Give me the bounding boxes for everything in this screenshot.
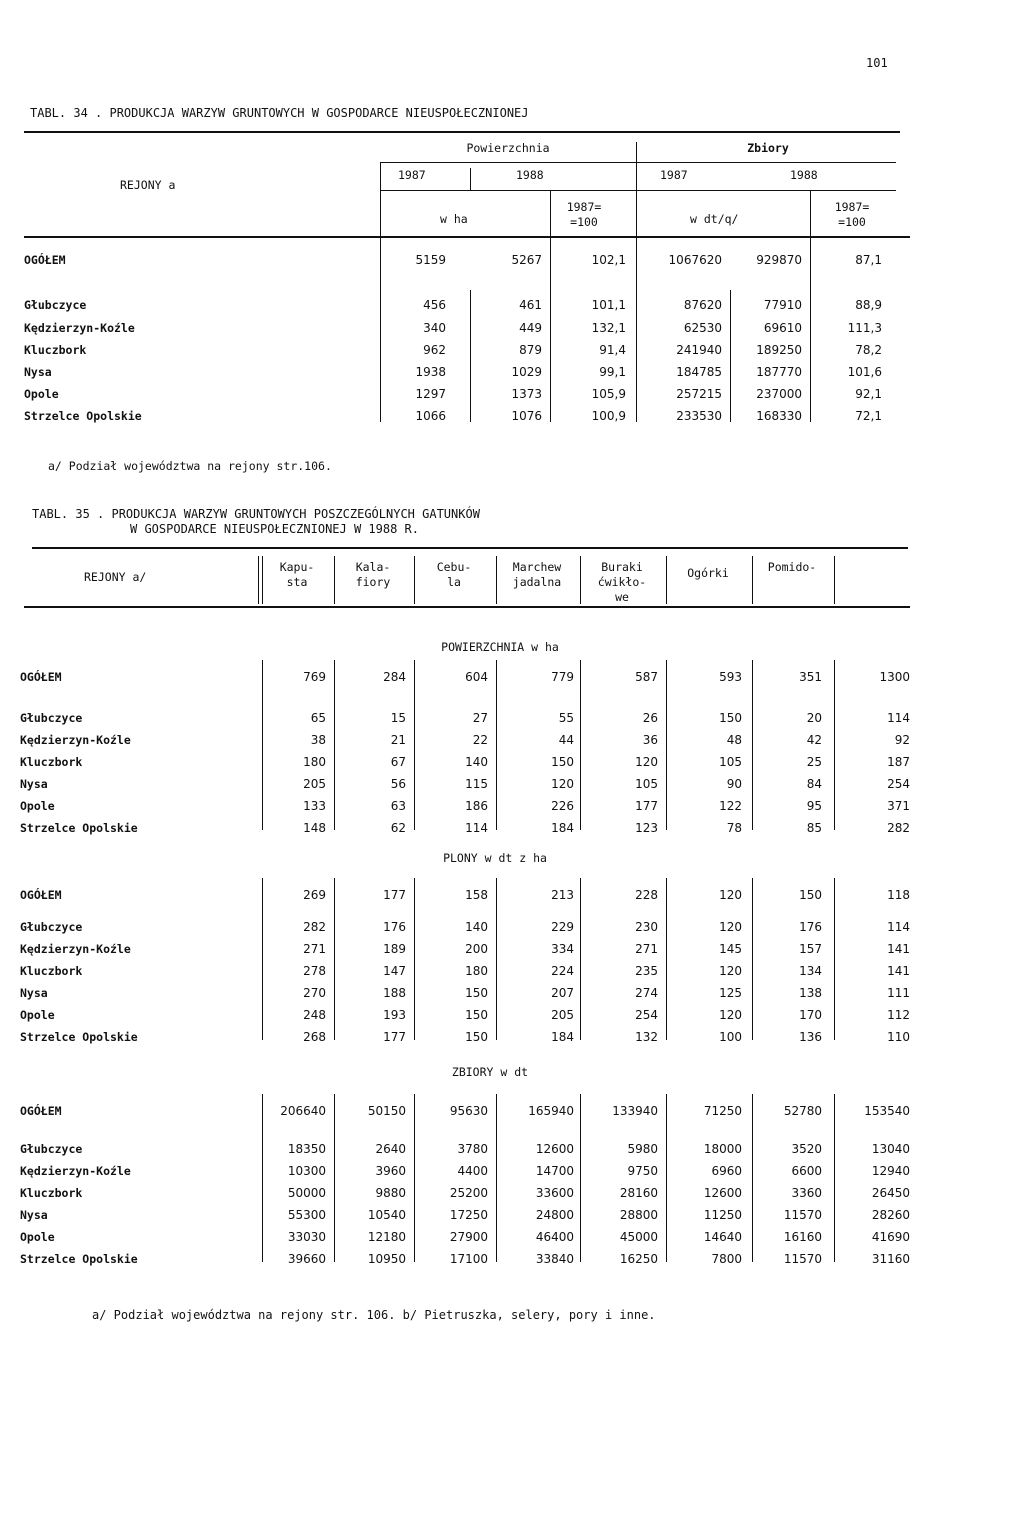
t34-cell: 1066 — [415, 409, 446, 423]
t34-header-powierzchnia: Powierzchnia — [466, 141, 550, 155]
t35-cell: 278 — [303, 964, 326, 978]
t35-section-zbiory: ZBIORY w dt — [451, 1065, 529, 1079]
t35-cell: 90 — [726, 777, 742, 791]
t34-cell: 101,1 — [591, 298, 626, 312]
t35-cell: 254 — [635, 1008, 658, 1022]
t35-row-label: Kędzierzyn-Koźle — [20, 942, 131, 956]
t35-cell: 200 — [465, 942, 488, 956]
t35-cell: 165940 — [528, 1104, 574, 1118]
t35-cell: 100 — [719, 1030, 742, 1044]
t35-cell: 105 — [635, 777, 658, 791]
t35-cell: 10950 — [367, 1252, 406, 1266]
t35-row-label: Strzelce Opolskie — [20, 821, 138, 835]
t35-cell: 11570 — [783, 1252, 822, 1266]
t35-cell: 133 — [303, 799, 326, 813]
t35-cell: 55300 — [287, 1208, 326, 1222]
t35-cell: 140 — [465, 920, 488, 934]
t35-row-label: Nysa — [20, 777, 48, 791]
t35-cell: 235 — [635, 964, 658, 978]
t34-row-label: Nysa — [24, 365, 52, 379]
t35-cell: 205 — [303, 777, 326, 791]
t35-cell: 120 — [551, 777, 574, 791]
t35-cell: 282 — [303, 920, 326, 934]
t35-cell: 271 — [303, 942, 326, 956]
t35-cell: 28800 — [619, 1208, 658, 1222]
t35-cell: 114 — [887, 711, 910, 725]
t35-cell: 65 — [310, 711, 326, 725]
t35-cell: 78 — [726, 821, 742, 835]
t34-cell: 5159 — [415, 253, 446, 267]
t35-cell: 27900 — [449, 1230, 488, 1244]
t35-row-label: Głubczyce — [20, 920, 83, 934]
t35-cell: 33600 — [535, 1186, 574, 1200]
t35-column-header: Marchew jadalna — [512, 560, 562, 589]
t35-cell: 10300 — [287, 1164, 326, 1178]
t35-cell: 26 — [642, 711, 658, 725]
t35-cell: 248 — [303, 1008, 326, 1022]
t35-cell: 44 — [558, 733, 574, 747]
t35-cell: 36 — [642, 733, 658, 747]
t34-cell: 879 — [519, 343, 542, 357]
t34-row-label: Głubczyce — [24, 298, 87, 312]
t35-cell: 226 — [551, 799, 574, 813]
t34-cell: 1076 — [511, 409, 542, 423]
t35-cell: 118 — [887, 888, 910, 902]
t35-row-label: Głubczyce — [20, 711, 83, 725]
t35-cell: 177 — [635, 799, 658, 813]
t35-cell: 136 — [799, 1030, 822, 1044]
t35-cell: 111 — [887, 986, 910, 1000]
t35-cell: 269 — [303, 888, 326, 902]
t35-cell: 55 — [558, 711, 574, 725]
t34-row-label: Opole — [24, 387, 59, 401]
t34-cell: 111,3 — [847, 321, 882, 335]
t35-cell: 180 — [465, 964, 488, 978]
t35-cell: 22 — [472, 733, 488, 747]
t35-cell: 230 — [635, 920, 658, 934]
t34-cell: 257215 — [676, 387, 722, 401]
t35-row-label: Opole — [20, 1230, 55, 1244]
t34-cell: 340 — [423, 321, 446, 335]
t35-cell: 150 — [465, 1008, 488, 1022]
t35-row-label: Strzelce Opolskie — [20, 1030, 138, 1044]
t35-cell: 33030 — [287, 1230, 326, 1244]
t35-column-header: Buraki ćwikło- we — [597, 560, 647, 604]
t34-cell: 92,1 — [855, 387, 882, 401]
t35-cell: 1300 — [879, 670, 910, 684]
t35-cell: 141 — [887, 964, 910, 978]
t35-cell: 52780 — [783, 1104, 822, 1118]
t35-cell: 187 — [887, 755, 910, 769]
t35-cell: 12600 — [703, 1186, 742, 1200]
t35-cell: 3960 — [375, 1164, 406, 1178]
t34-cell: 929870 — [756, 253, 802, 267]
t35-cell: 120 — [635, 755, 658, 769]
t35-row-label: OGÓŁEM — [20, 670, 62, 684]
t34-cell: 1938 — [415, 365, 446, 379]
t35-cell: 140 — [465, 755, 488, 769]
t35-cell: 228 — [635, 888, 658, 902]
t35-cell: 25200 — [449, 1186, 488, 1200]
t35-cell: 3780 — [457, 1142, 488, 1156]
t35-cell: 177 — [383, 888, 406, 902]
t34-header-index-1: 1987= =100 — [566, 200, 602, 229]
t35-cell: 105 — [719, 755, 742, 769]
t35-cell: 18000 — [703, 1142, 742, 1156]
t35-cell: 46400 — [535, 1230, 574, 1244]
t34-cell: 69610 — [763, 321, 802, 335]
t35-cell: 593 — [719, 670, 742, 684]
t35-cell: 67 — [390, 755, 406, 769]
t34-row-label: OGÓŁEM — [24, 253, 66, 267]
t35-cell: 170 — [799, 1008, 822, 1022]
t34-cell: 1067620 — [668, 253, 722, 267]
t34-cell: 237000 — [756, 387, 802, 401]
t34-cell: 101,6 — [847, 365, 882, 379]
t34-cell: 91,4 — [599, 343, 626, 357]
t35-cell: 779 — [551, 670, 574, 684]
t34-cell: 99,1 — [599, 365, 626, 379]
t35-cell: 28260 — [871, 1208, 910, 1222]
t35-footnote: a/ Podział województwa na rejony str. 106. b/ Pietruszka, selery, pory i inne. — [92, 1308, 656, 1322]
t35-cell: 134 — [799, 964, 822, 978]
t35-cell: 18350 — [287, 1142, 326, 1156]
t35-cell: 3520 — [791, 1142, 822, 1156]
t34-cell: 184785 — [676, 365, 722, 379]
t35-cell: 84 — [806, 777, 822, 791]
t35-cell: 188 — [383, 986, 406, 1000]
t35-cell: 184 — [551, 821, 574, 835]
t35-cell: 254 — [887, 777, 910, 791]
t35-row-label: Kędzierzyn-Koźle — [20, 733, 131, 747]
t35-cell: 587 — [635, 670, 658, 684]
t35-cell: 604 — [465, 670, 488, 684]
t35-cell: 20 — [806, 711, 822, 725]
t35-cell: 9880 — [375, 1186, 406, 1200]
t35-cell: 274 — [635, 986, 658, 1000]
t34-cell: 100,9 — [591, 409, 626, 423]
t35-cell: 3360 — [791, 1186, 822, 1200]
t35-column-header: Cebu- la — [436, 560, 472, 589]
t35-cell: 21 — [390, 733, 406, 747]
t35-cell: 11570 — [783, 1208, 822, 1222]
table-34-title: TABL. 34 . PRODUKCJA WARZYW GRUNTOWYCH W GOSPODARCE NIEUSPOŁECZNIONEJ — [30, 106, 529, 120]
t35-header-rejony: REJONY a/ — [84, 570, 147, 584]
t34-cell: 449 — [519, 321, 542, 335]
t34-header-1988-zb: 1988 — [790, 168, 818, 182]
t35-cell: 189 — [383, 942, 406, 956]
t34-header-rejony: REJONY a — [120, 178, 176, 192]
t35-row-label: Kluczbork — [20, 755, 83, 769]
t35-cell: 6960 — [711, 1164, 742, 1178]
t35-cell: 13040 — [871, 1142, 910, 1156]
t35-cell: 38 — [310, 733, 326, 747]
t35-row-label: Strzelce Opolskie — [20, 1252, 138, 1266]
t34-cell: 77910 — [763, 298, 802, 312]
t34-cell: 962 — [423, 343, 446, 357]
t35-cell: 63 — [390, 799, 406, 813]
t35-cell: 17100 — [449, 1252, 488, 1266]
t35-cell: 16250 — [619, 1252, 658, 1266]
t35-cell: 120 — [719, 964, 742, 978]
t34-row-label: Strzelce Opolskie — [24, 409, 142, 423]
t35-cell: 150 — [465, 1030, 488, 1044]
t35-cell: 148 — [303, 821, 326, 835]
t34-cell: 87,1 — [855, 253, 882, 267]
t35-row-label: OGÓŁEM — [20, 888, 62, 902]
page-number: 101 — [866, 56, 888, 70]
t35-row-label: Nysa — [20, 1208, 48, 1222]
t35-cell: 145 — [719, 942, 742, 956]
t35-cell: 17250 — [449, 1208, 488, 1222]
t35-row-label: OGÓŁEM — [20, 1104, 62, 1118]
t35-cell: 147 — [383, 964, 406, 978]
t35-cell: 114 — [465, 821, 488, 835]
t35-cell: 125 — [719, 986, 742, 1000]
t35-cell: 95 — [806, 799, 822, 813]
t35-cell: 271 — [635, 942, 658, 956]
t34-row-label: Kluczbork — [24, 343, 87, 357]
t35-cell: 6600 — [791, 1164, 822, 1178]
t34-cell: 168330 — [756, 409, 802, 423]
t35-cell: 157 — [799, 942, 822, 956]
t35-cell: 50150 — [367, 1104, 406, 1118]
t35-cell: 176 — [799, 920, 822, 934]
t34-cell: 233530 — [676, 409, 722, 423]
t35-cell: 153540 — [864, 1104, 910, 1118]
t35-section-plony: PLONY w dt z ha — [443, 851, 547, 865]
t35-cell: 27 — [472, 711, 488, 725]
t34-cell: 72,1 — [855, 409, 882, 423]
t34-cell: 456 — [423, 298, 446, 312]
t34-header-1988-pow: 1988 — [516, 168, 544, 182]
t35-cell: 282 — [887, 821, 910, 835]
t35-cell: 115 — [465, 777, 488, 791]
t34-cell: 187770 — [756, 365, 802, 379]
t35-cell: 14640 — [703, 1230, 742, 1244]
t35-cell: 50000 — [287, 1186, 326, 1200]
t34-cell: 105,9 — [591, 387, 626, 401]
t35-cell: 186 — [465, 799, 488, 813]
t35-cell: 45000 — [619, 1230, 658, 1244]
t35-cell: 150 — [551, 755, 574, 769]
t35-cell: 132 — [635, 1030, 658, 1044]
t34-cell: 189250 — [756, 343, 802, 357]
table-35-title-line2: W GOSPODARCE NIEUSPOŁECZNIONEJ W 1988 R. — [130, 522, 419, 536]
t35-cell: 114 — [887, 920, 910, 934]
t35-cell: 206640 — [280, 1104, 326, 1118]
t35-column-header: Pomido- — [767, 560, 817, 574]
t35-cell: 120 — [719, 920, 742, 934]
t34-header-1987-pow: 1987 — [398, 168, 426, 182]
t35-cell: 26450 — [871, 1186, 910, 1200]
t35-cell: 150 — [465, 986, 488, 1000]
t35-cell: 138 — [799, 986, 822, 1000]
t35-cell: 15 — [390, 711, 406, 725]
t35-cell: 110 — [887, 1030, 910, 1044]
t35-row-label: Opole — [20, 799, 55, 813]
t35-cell: 9750 — [627, 1164, 658, 1178]
t35-cell: 12180 — [367, 1230, 406, 1244]
t35-cell: 334 — [551, 942, 574, 956]
t35-row-label: Kluczbork — [20, 1186, 83, 1200]
t34-cell: 1373 — [511, 387, 542, 401]
t35-cell: 48 — [726, 733, 742, 747]
t35-column-header: Kala- fiory — [355, 560, 391, 589]
t35-cell: 150 — [799, 888, 822, 902]
t35-cell: 14700 — [535, 1164, 574, 1178]
t35-cell: 11250 — [703, 1208, 742, 1222]
t35-cell: 205 — [551, 1008, 574, 1022]
t35-cell: 184 — [551, 1030, 574, 1044]
t35-cell: 42 — [806, 733, 822, 747]
t35-cell: 4400 — [457, 1164, 488, 1178]
t35-cell: 120 — [719, 888, 742, 902]
t34-cell: 102,1 — [591, 253, 626, 267]
t35-cell: 12600 — [535, 1142, 574, 1156]
t35-cell: 16160 — [783, 1230, 822, 1244]
t35-cell: 28160 — [619, 1186, 658, 1200]
t35-cell: 56 — [390, 777, 406, 791]
t35-cell: 31160 — [871, 1252, 910, 1266]
t35-cell: 33840 — [535, 1252, 574, 1266]
t34-cell: 132,1 — [591, 321, 626, 335]
t35-cell: 123 — [635, 821, 658, 835]
t35-cell: 122 — [719, 799, 742, 813]
t35-cell: 769 — [303, 670, 326, 684]
t35-cell: 224 — [551, 964, 574, 978]
t35-cell: 85 — [806, 821, 822, 835]
t34-cell: 78,2 — [855, 343, 882, 357]
t35-cell: 284 — [383, 670, 406, 684]
t35-row-label: Głubczyce — [20, 1142, 83, 1156]
t34-header-w-ha: w ha — [440, 212, 468, 226]
t34-cell: 5267 — [511, 253, 542, 267]
t35-section-powierzchnia: POWIERZCHNIA w ha — [441, 640, 559, 654]
t35-cell: 10540 — [367, 1208, 406, 1222]
t35-cell: 207 — [551, 986, 574, 1000]
table-35-title-line1: TABL. 35 . PRODUKCJA WARZYW GRUNTOWYCH POSZCZEGÓLNYCH GATUNKÓW — [32, 507, 480, 521]
t35-cell: 95630 — [449, 1104, 488, 1118]
t35-cell: 177 — [383, 1030, 406, 1044]
t35-cell: 268 — [303, 1030, 326, 1044]
t34-cell: 1297 — [415, 387, 446, 401]
t34-row-label: Kędzierzyn-Koźle — [24, 321, 135, 335]
t35-cell: 24800 — [535, 1208, 574, 1222]
t35-cell: 141 — [887, 942, 910, 956]
t35-cell: 371 — [887, 799, 910, 813]
t34-cell: 461 — [519, 298, 542, 312]
t35-cell: 12940 — [871, 1164, 910, 1178]
t35-cell: 120 — [719, 1008, 742, 1022]
t35-column-header: Kapu- sta — [279, 560, 315, 589]
t34-header-w-dt: w dt/q/ — [690, 212, 739, 226]
t34-header-index-2: 1987= =100 — [834, 200, 870, 229]
t35-cell: 7800 — [711, 1252, 742, 1266]
t34-cell: 1029 — [511, 365, 542, 379]
t35-cell: 71250 — [703, 1104, 742, 1118]
t35-row-label: Kędzierzyn-Koźle — [20, 1164, 131, 1178]
t35-row-label: Opole — [20, 1008, 55, 1022]
t34-header-zbiory: Zbiory — [747, 141, 789, 155]
t35-row-label: Kluczbork — [20, 964, 83, 978]
t34-cell: 241940 — [676, 343, 722, 357]
t35-cell: 41690 — [871, 1230, 910, 1244]
t35-cell: 176 — [383, 920, 406, 934]
t35-cell: 2640 — [375, 1142, 406, 1156]
t34-cell: 87620 — [683, 298, 722, 312]
t35-cell: 150 — [719, 711, 742, 725]
t34-header-1987-zb: 1987 — [660, 168, 688, 182]
t35-cell: 193 — [383, 1008, 406, 1022]
t35-cell: 92 — [894, 733, 910, 747]
t35-cell: 158 — [465, 888, 488, 902]
t35-column-header: Ogórki — [687, 566, 729, 580]
t35-cell: 25 — [806, 755, 822, 769]
t35-cell: 270 — [303, 986, 326, 1000]
t35-cell: 133940 — [612, 1104, 658, 1118]
t35-cell: 213 — [551, 888, 574, 902]
t35-cell: 5980 — [627, 1142, 658, 1156]
t35-cell: 62 — [390, 821, 406, 835]
t35-cell: 39660 — [287, 1252, 326, 1266]
t35-row-label: Nysa — [20, 986, 48, 1000]
t35-cell: 229 — [551, 920, 574, 934]
t35-cell: 351 — [799, 670, 822, 684]
t34-cell: 62530 — [683, 321, 722, 335]
t34-footnote: a/ Podział województwa na rejony str.106. — [48, 459, 332, 473]
t34-cell: 88,9 — [855, 298, 882, 312]
t35-cell: 112 — [887, 1008, 910, 1022]
t35-cell: 180 — [303, 755, 326, 769]
